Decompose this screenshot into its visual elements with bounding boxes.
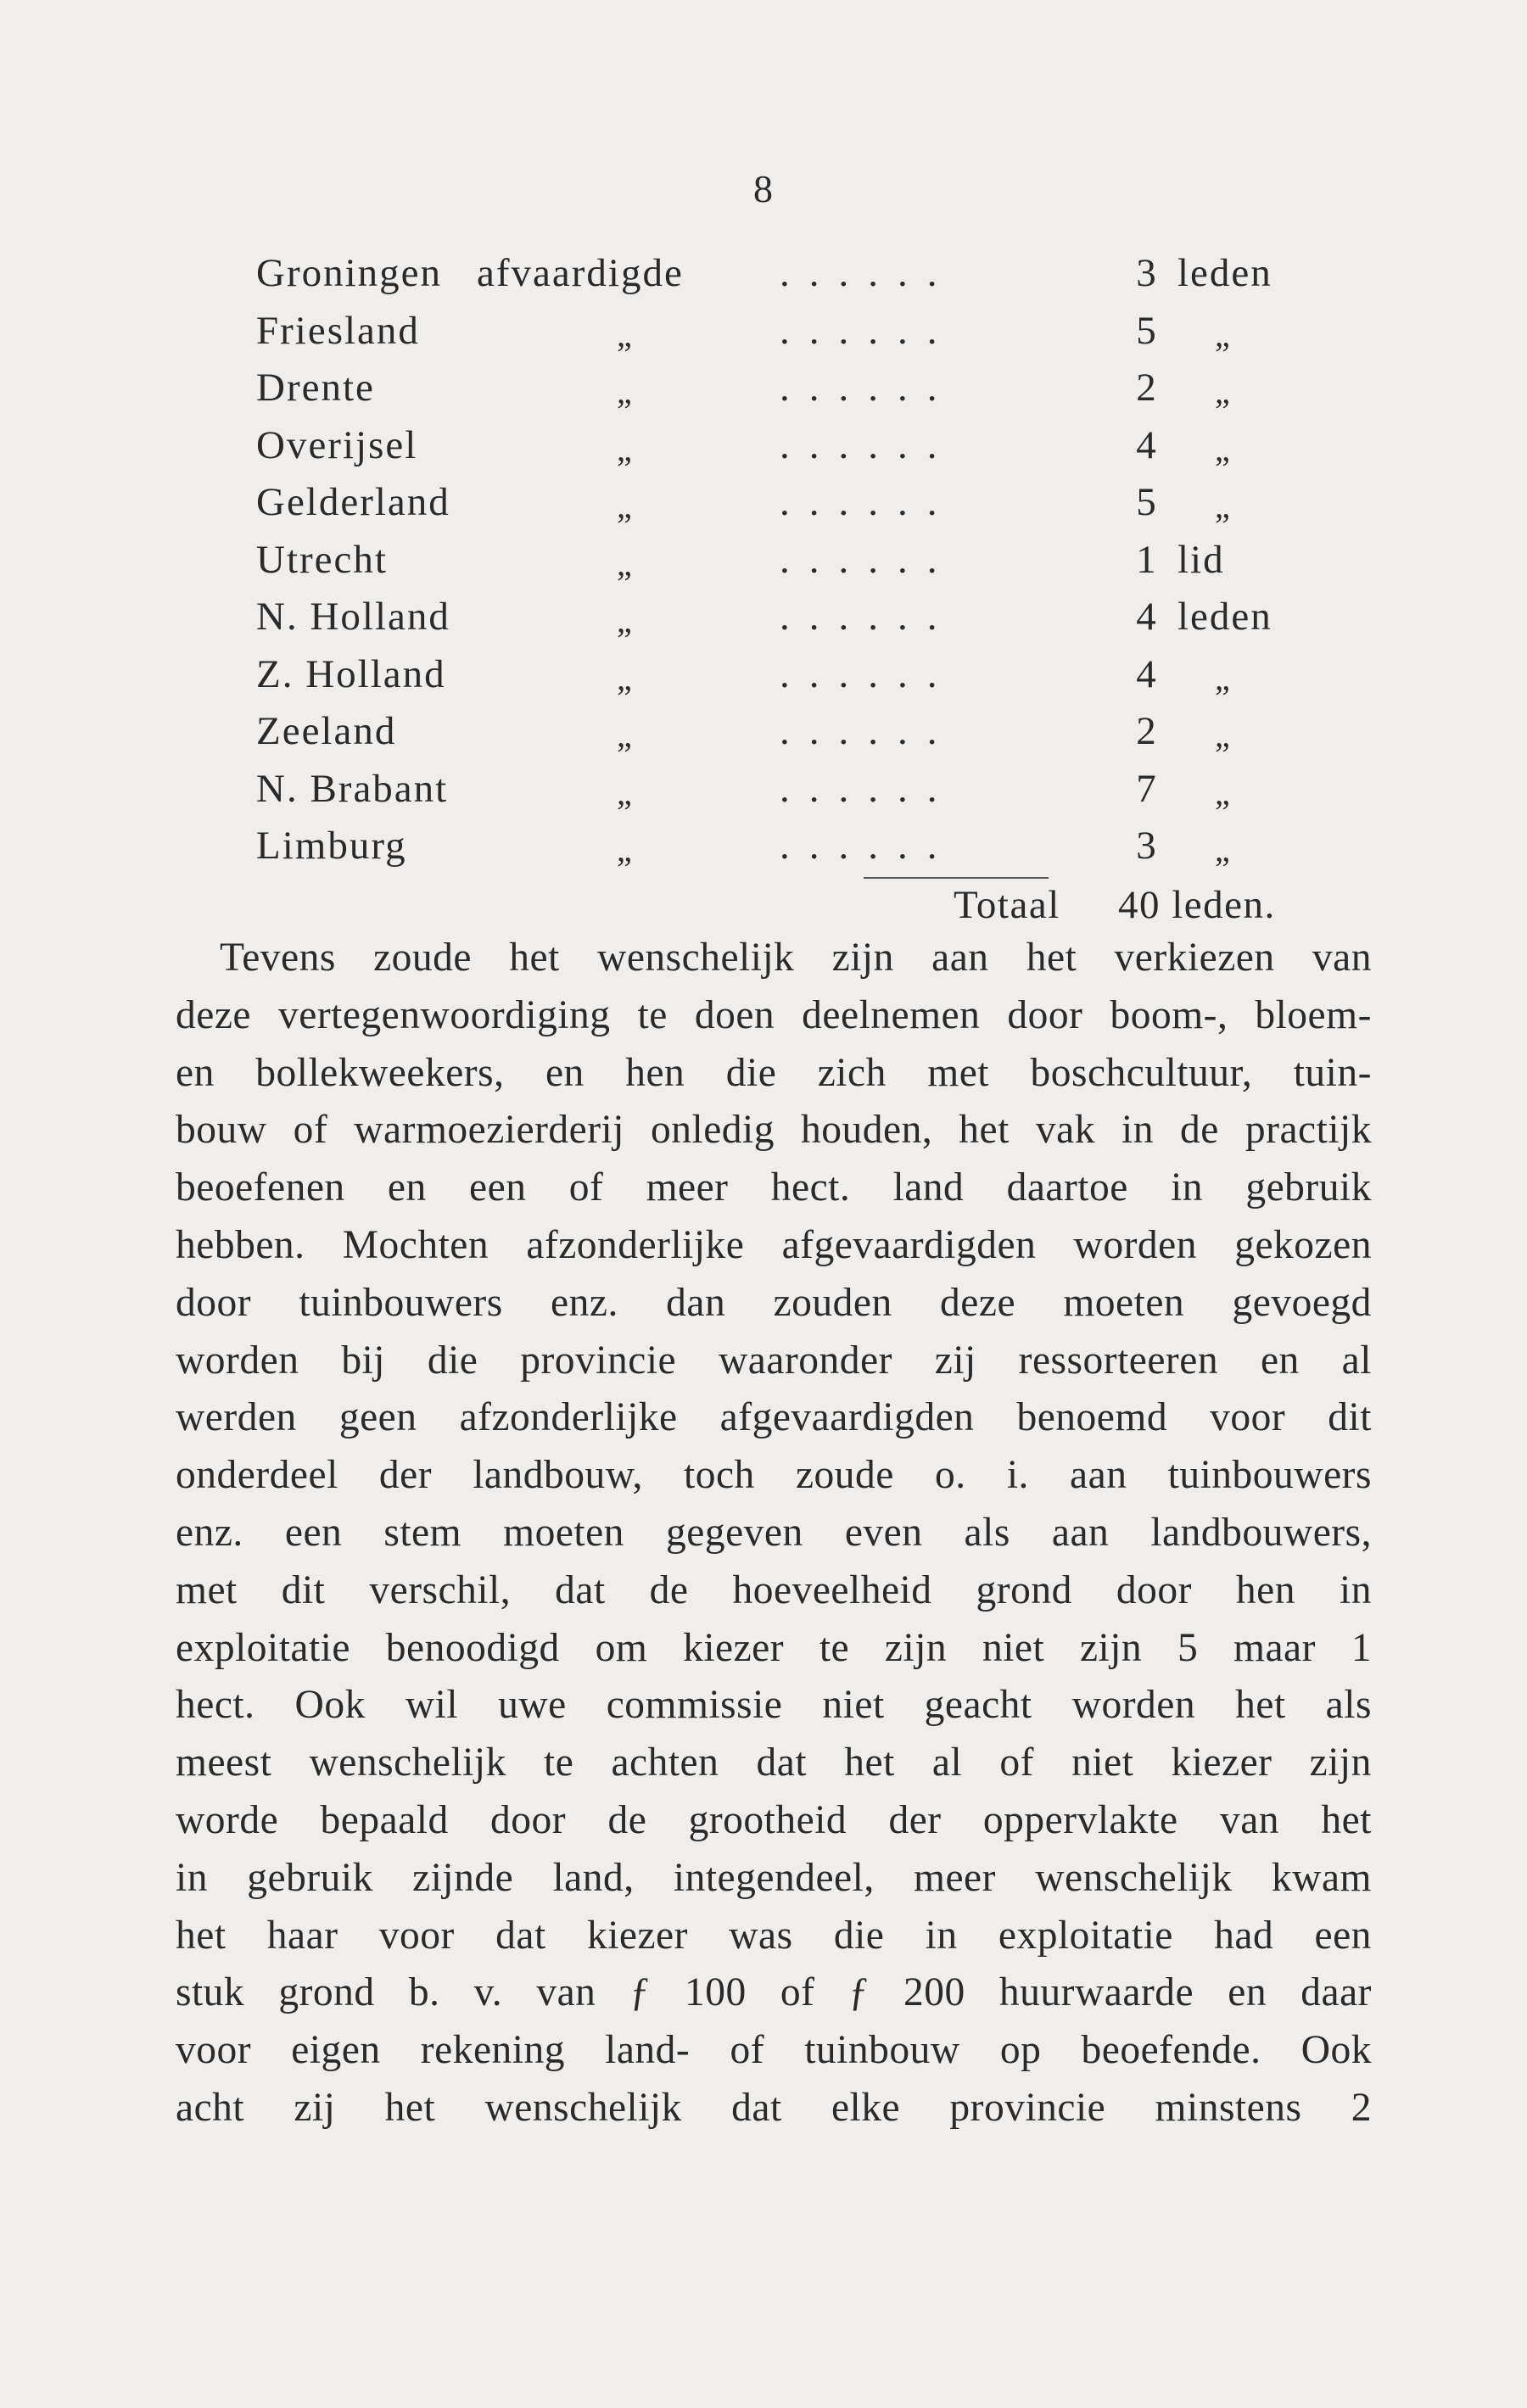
delegate-count: 4 [1136, 651, 1158, 696]
province-name: Groningen [256, 251, 443, 295]
delegates-table [256, 250, 1325, 880]
delegate-unit: leden [1177, 251, 1272, 295]
delegate-count: 2 [1136, 709, 1158, 753]
sum-line [864, 877, 1049, 879]
delegate-unit: „ [1215, 830, 1232, 869]
text-line: meest wenschelijk te achten dat het al of niet kiezer zijn [176, 1740, 1372, 1785]
province-name: Overijsel [256, 422, 418, 467]
text-line: beoefenen en een of meer hect. land daartoe in gebruik [176, 1165, 1372, 1210]
ditto-mark: „ [617, 315, 634, 354]
text-line: werden geen afzonderlijke afgevaardigden benoemd voor dit [176, 1395, 1372, 1440]
ditto-mark: „ [617, 601, 634, 640]
text-line: stuk grond b. v. van ƒ 100 of ƒ 200 huurwaarde en daar [176, 1970, 1372, 2015]
delegate-unit: lid [1177, 537, 1225, 582]
text-line: hect. Ook wil uwe commissie niet geacht worden het als [176, 1683, 1372, 1728]
delegate-row [256, 766, 1325, 824]
delegate-count: 7 [1136, 766, 1158, 811]
delegate-unit: leden [1177, 595, 1272, 639]
delegate-row [256, 422, 1325, 480]
leader-dots: ...... [780, 366, 957, 410]
delegate-unit: „ [1215, 773, 1232, 812]
ditto-mark: „ [617, 773, 634, 812]
delegate-unit: „ [1215, 429, 1232, 468]
delegate-unit: „ [1215, 658, 1232, 697]
leader-dots: ...... [780, 709, 957, 753]
leader-dots: ...... [780, 251, 957, 295]
delegate-unit: „ [1215, 315, 1232, 354]
text-line: voor eigen rekening land- of tuinbouw op beoefende. Ook [176, 2028, 1372, 2073]
delegate-row [256, 250, 1325, 308]
text-line: acht zij het wenschelijk dat elke provincie minstens 2 [176, 2085, 1372, 2130]
delegate-row [256, 708, 1325, 766]
province-name: Friesland [256, 308, 420, 353]
delegate-row [256, 594, 1325, 651]
delegate-count: 4 [1136, 595, 1158, 639]
header-suffix: afvaardigde [477, 251, 684, 295]
delegate-count: 5 [1136, 480, 1158, 524]
text-line: door tuinbouwers enz. dan zouden deze moeten gevoegd [176, 1280, 1372, 1325]
province-name: N. Brabant [256, 766, 449, 811]
province-name: Z. Holland [256, 651, 446, 696]
leader-dots: ...... [780, 422, 957, 467]
ditto-mark: „ [617, 429, 634, 468]
delegate-count: 1 [1136, 537, 1158, 582]
page-number: 8 [753, 167, 774, 210]
delegate-unit: „ [1215, 487, 1232, 525]
delegate-row [256, 479, 1325, 537]
province-name: N. Holland [256, 595, 450, 639]
text-line: exploitatie benoodigd om kiezer te zijn niet zijn 5 maar 1 [176, 1625, 1372, 1670]
delegate-row [256, 823, 1325, 880]
text-line: hebben. Mochten afzonderlijke afgevaardigden worden gekozen [176, 1222, 1372, 1267]
province-name: Zeeland [256, 709, 397, 753]
ditto-mark: „ [617, 658, 634, 697]
text-line: deze vertegenwoordiging te doen deelnemen door boom-, bloem- [176, 992, 1372, 1037]
body-paragraph [176, 935, 1372, 2143]
leader-dots: ...... [780, 766, 957, 811]
leader-dots: ...... [780, 595, 957, 639]
text-line: bouw of warmoezierderij onledig houden, het vak in de practijk [176, 1108, 1372, 1153]
text-line: en bollekweekers, en hen die zich met boschcultuur, tuin- [176, 1050, 1372, 1095]
text-line: met dit verschil, dat de hoeveelheid grond door hen in [176, 1567, 1372, 1612]
leader-dots: ...... [780, 480, 957, 524]
delegate-unit: „ [1215, 372, 1232, 411]
text-line: in gebruik zijnde land, integendeel, meer wenschelijk kwam [176, 1855, 1372, 1900]
text-line: Tevens zoude het wenschelijk zijn aan het verkiezen van [220, 936, 1372, 980]
text-line: worden bij die provincie waaronder zij ressorteeren en al [176, 1338, 1372, 1383]
leader-dots: ...... [780, 824, 957, 868]
ditto-mark: „ [617, 372, 634, 411]
delegate-count: 3 [1136, 251, 1158, 295]
province-name: Limburg [256, 824, 407, 868]
leader-dots: ...... [780, 651, 957, 696]
text-line: worde bepaald door de grootheid der oppervlakte van het [176, 1797, 1372, 1842]
text-line: het haar voor dat kiezer was die in exploitatie had een [176, 1913, 1372, 1958]
delegate-row [256, 651, 1325, 709]
delegate-count: 2 [1136, 366, 1158, 410]
ditto-mark: „ [617, 544, 634, 583]
total-row [0, 882, 1527, 933]
ditto-mark: „ [617, 716, 634, 754]
total-value: 40 leden. [1118, 883, 1276, 927]
province-name: Utrecht [256, 537, 388, 582]
delegate-row [256, 365, 1325, 422]
delegate-row [256, 308, 1325, 366]
province-name: Drente [256, 366, 375, 410]
ditto-mark: „ [617, 487, 634, 525]
province-name: Gelderland [256, 480, 450, 524]
delegate-count: 5 [1136, 308, 1158, 353]
leader-dots: ...... [780, 537, 957, 582]
ditto-mark: „ [617, 830, 634, 869]
leader-dots: ...... [780, 308, 957, 353]
delegate-count: 4 [1136, 422, 1158, 467]
total-label: Totaal [954, 883, 1060, 927]
delegate-row [256, 537, 1325, 595]
delegate-unit: „ [1215, 716, 1232, 754]
text-line: enz. een stem moeten gegeven even als aan landbouwers, [176, 1510, 1372, 1555]
delegate-count: 3 [1136, 824, 1158, 868]
text-line: onderdeel der landbouw, toch zoude o. i. aan tuinbouwers [176, 1453, 1372, 1498]
